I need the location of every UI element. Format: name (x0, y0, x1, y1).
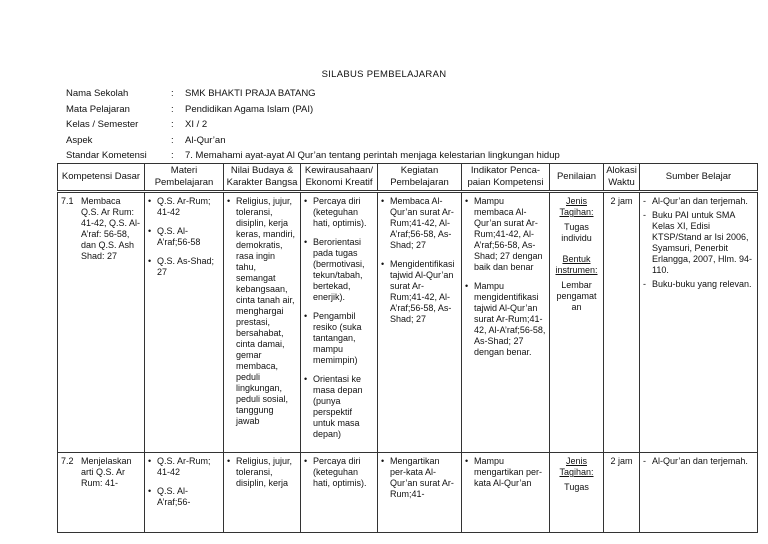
header-materi: Materi Pembelajaran (145, 164, 224, 192)
info-value: SMK BHAKTI PRAJA BATANG (185, 88, 316, 100)
cell-kewirausahaan (301, 453, 378, 533)
cell-alokasi: 2 jam (604, 192, 640, 453)
list-item: • Religius, jujur, toleransi, disiplin, kerja keras, mandiri, demokratis, rasa ingin tahu, semangat kebangsaan, cinta tanah air, menghargai prestasi, bersahabat, cinta damai, gemar membaca, peduli lingkungan, peduli sosial, tanggung jawab (227, 196, 297, 427)
penilaian-jenis-label: Jenis Tagihan: (559, 196, 594, 217)
list-item: • Q.S. Al-A’raf;56-58 (148, 226, 220, 248)
header-sumber: Sumber Belajar (640, 164, 758, 192)
list-item: • Q.S. Al-A’raf;56- (148, 486, 220, 508)
info-value: Pendidikan Agama Islam (PAI) (185, 103, 314, 115)
cell-kompetensi (58, 192, 145, 453)
penilaian-bentuk-value: Lembar pengamat an (556, 280, 597, 312)
syllabus-table (57, 163, 758, 533)
kompetensi-text: Menjelaskan arti Q.S. Ar Rum: 41- (81, 456, 132, 488)
cell-kegiatan (378, 453, 462, 533)
list-item: • Mampu mengartikan per-kata Al-Qur’an (465, 456, 546, 489)
list-item: - Buku PAI untuk SMA Kelas XI, Edisi KTSP/Stand ar Isi 2006, Syamsuri, Penerbit Erlangga, 2007, Hlm. 94-110. (643, 210, 754, 276)
cell-nilai (224, 192, 301, 453)
info-label: Nama Sekolah (66, 88, 129, 100)
kompetensi-text: Membaca Q.S. Ar Rum: 41-42, Q.S. Al-A’raf: 56-58, dan Q.S. Ash Shad: 27 (81, 196, 141, 261)
cell-penilaian (550, 192, 604, 453)
header-nilai: Nilai Budaya & Karakter Bangsa (224, 164, 301, 192)
document-info (66, 86, 746, 164)
info-row (66, 117, 746, 133)
info-row (66, 86, 746, 102)
info-label: Aspek (66, 134, 93, 146)
cell-materi (145, 192, 224, 453)
penilaian-bentuk-label: Bentuk instrumen: (555, 254, 598, 275)
header-penilaian: Penilaian (550, 164, 604, 192)
list-item: • Orientasi ke masa depan (punya perspektif untuk masa depan) (304, 374, 374, 440)
cell-indikator (462, 192, 550, 453)
info-colon: : (171, 134, 174, 146)
cell-materi (145, 453, 224, 533)
penilaian-jenis-label: Jenis Tagihan: (559, 456, 594, 477)
info-colon: : (171, 88, 174, 100)
header-kewirausahaan: Kewirausahaan/ Ekonomi Kreatif (301, 164, 378, 192)
header-kegiatan: Kegiatan Pembelajaran (378, 164, 462, 192)
table-header-row (58, 164, 758, 192)
info-label: Kelas / Semester (66, 119, 139, 131)
info-colon: : (171, 150, 174, 162)
list-item: • Berorientasi pada tugas (bermotivasi, tekun/tabah, bertekad, enerjik). (304, 237, 374, 303)
info-row (66, 133, 746, 149)
list-item: - Al-Qur’an dan terjemah. (643, 196, 754, 207)
cell-sumber (640, 192, 758, 453)
info-value: Al-Qur’an (185, 134, 226, 146)
info-label: Standar Kometensi (66, 150, 147, 162)
cell-kegiatan (378, 192, 462, 453)
cell-penilaian (550, 453, 604, 533)
info-row (66, 148, 746, 164)
cell-nilai (224, 453, 301, 533)
cell-sumber (640, 453, 758, 533)
list-item: • Q.S. Ar-Rum; 41-42 (148, 196, 220, 218)
info-value: XI / 2 (185, 119, 208, 131)
list-item: • Percaya diri (keteguhan hati, optimis). (304, 196, 374, 229)
list-item: • Percaya diri (keteguhan hati, optimis). (304, 456, 374, 489)
kompetensi-number: 7.1 (61, 196, 74, 206)
header-kompetensi: Kompetensi Dasar (58, 164, 145, 192)
penilaian-jenis-value: Tugas (564, 482, 589, 492)
header-indikator: Indikator Penca-paian Kompetensi (462, 164, 550, 192)
page-title: SILABUS PEMBELAJARAN (321, 69, 447, 80)
cell-kompetensi (58, 453, 145, 533)
list-item: • Q.S. Ar-Rum; 41-42 (148, 456, 220, 478)
list-item: • Mengartikan per-kata Al-Qur’an surat Ar-Rum;41- (381, 456, 458, 500)
list-item: - Al-Qur’an dan terjemah. (643, 456, 754, 467)
list-item: • Religius, jujur, toleransi, disiplin, kerja (227, 456, 297, 489)
cell-indikator (462, 453, 550, 533)
list-item: • Mampu membaca Al-Qur’an surat Ar-Rum;41-42, Al-A’raf;56-58, As-Shad; 27 dengan baik dan benar (465, 196, 546, 273)
info-label: Mata Pelajaran (66, 103, 130, 115)
table-row (58, 453, 758, 533)
cell-alokasi: 2 jam (604, 453, 640, 533)
list-item: - Buku-buku yang relevan. (643, 279, 754, 290)
info-colon: : (171, 103, 174, 115)
header-alokasi: Alokasi Waktu (604, 164, 640, 192)
list-item: • Q.S. As-Shad; 27 (148, 256, 220, 278)
list-item: • Mampu mengidentifikasi tajwid Al-Qur’an surat Ar-Rum;41-42, Al-A’raf;56-58, As-Shad; 27 dengan benar. (465, 281, 546, 358)
list-item: • Membaca Al-Qur’an surat Ar-Rum;41-42, Al-A’raf;56-58, As-Shad; 27 (381, 196, 458, 251)
info-value: 7. Memahami ayat-ayat Al Qur’an tentang perintah menjaga kelestarian lingkungan hidup (185, 150, 560, 162)
table-row (58, 192, 758, 453)
info-colon: : (171, 119, 174, 131)
list-item: • Mengidentifikasi tajwid Al-Qur’an surat Ar-Rum;41-42, Al-A’raf;56-58, As-Shad; 27 (381, 259, 458, 325)
kompetensi-number: 7.2 (61, 456, 74, 466)
cell-kewirausahaan (301, 192, 378, 453)
info-row (66, 102, 746, 118)
list-item: • Pengambil resiko (suka tantangan, mampu memimpin) (304, 311, 374, 366)
penilaian-jenis-value: Tugas individu (561, 222, 592, 243)
